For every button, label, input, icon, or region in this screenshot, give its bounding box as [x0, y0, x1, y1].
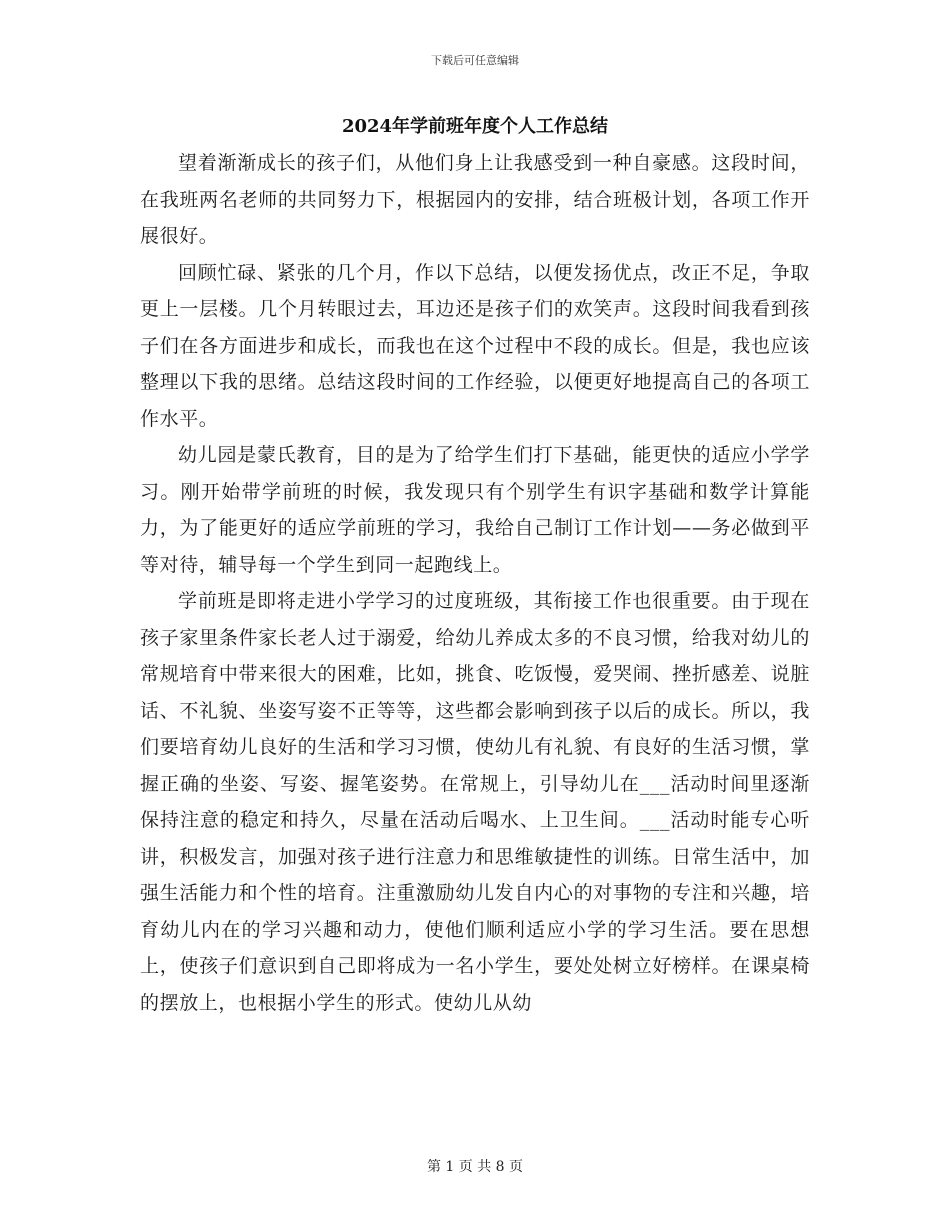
document-title: 2024年学前班年度个人工作总结 [341, 116, 609, 137]
paragraph-4: 学前班是即将走进小学学习的过度班级，其衔接工作也很重要。由于现在孩子家里条件家长老人过于溺爱，给幼儿养成太多的不良习惯，给我对幼儿的常规培育中带来很大的困难，比如，挑食、吃饭慢，爱哭闹、挫折感差、说脏话、不礼貌、坐姿写姿不正等等，这些都会影响到孩子以后的成长。所以，我们要培育幼儿良好的生活和学习习惯，使幼儿有礼貌、有良好的生活习惯，掌握正确的坐姿、写姿、握笔姿势。在常规上，引导幼儿在___活动时间里逐渐保持注意的稳定和持久，尽量在活动后喝水、上卫生间。___活动时能专心听讲，积极发言，加强对孩子进行注意力和思维敏捷性的训练。日常生活中，加强生活能力和个性的培育。注重激励幼儿发自内心的对事物的专注和兴趣，培育幼儿内在的学习兴趣和动力，使他们顺利适应小学的学习生活。要在思想上，使孩子们意识到自己即将成为一名小学生，要处处树立好榜样。在课桌椅的摆放上，也根据小学生的形式。使幼儿从幼 [140, 590, 810, 1014]
page-header-note: 下载后可任意编辑 [431, 54, 519, 67]
document-body [140, 145, 810, 1021]
paragraph-3: 幼儿园是蒙氏教育，目的是为了给学生们打下基础，能更快的适应小学学习。刚开始带学前班的时候，我发现只有个别学生有识字基础和数学计算能力，为了能更好的适应学前班的学习，我给自己制订工作计划——务必做到平等对待，辅导每一个学生到同一起跑线上。 [140, 444, 810, 576]
paragraph-2: 回顾忙碌、紧张的几个月，作以下总结，以便发扬优点，改正不足，争取更上一层楼。几个月转眼过去，耳边还是孩子们的欢笑声。这段时间我看到孩子们在各方面进步和成长，而我也在这个过程中不段的成长。但是，我也应该整理以下我的思绪。总结这段时间的工作经验，以便更好地提高自己的各项工作水平。 [140, 261, 810, 430]
page-number: 第 1 页 共 8 页 [426, 1159, 524, 1175]
paragraph-1: 望着渐渐成长的孩子们，从他们身上让我感受到一种自豪感。这段时间，在我班两名老师的共同努力下，根据园内的安排，结合班极计划，各项工作开展很好。 [140, 152, 810, 247]
